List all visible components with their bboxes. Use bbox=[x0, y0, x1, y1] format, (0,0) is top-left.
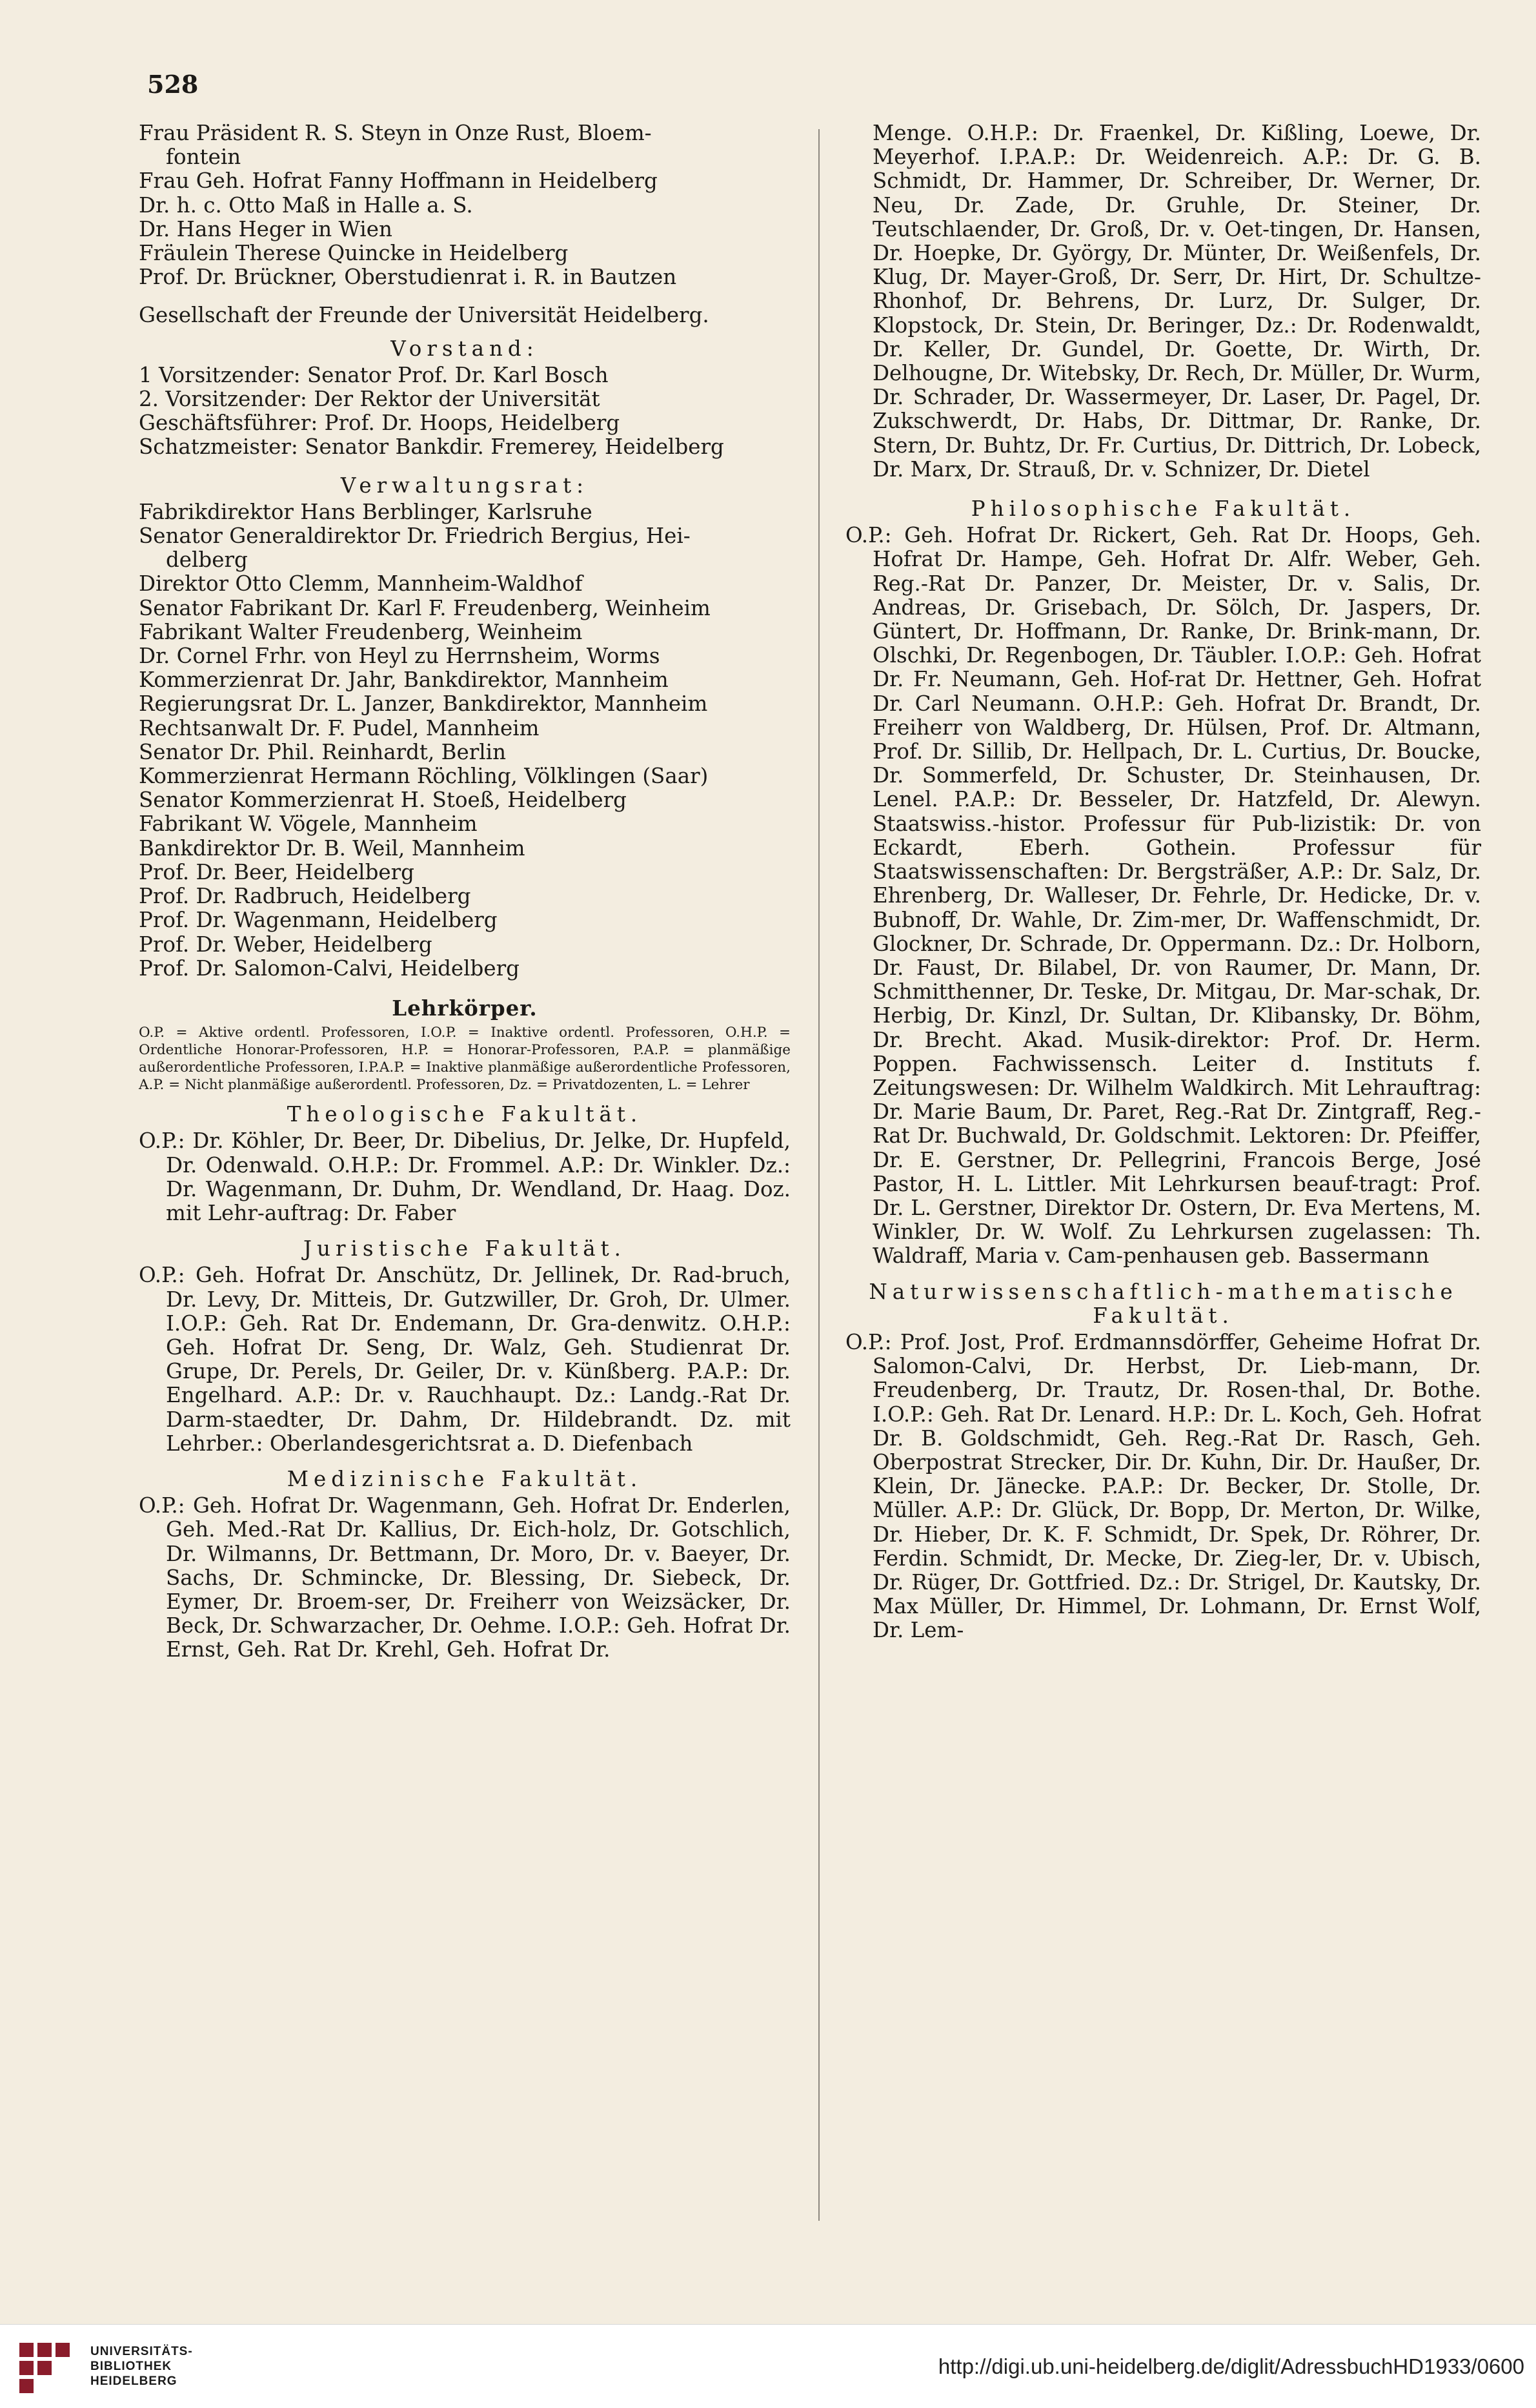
right-column bbox=[845, 121, 1481, 1643]
member-entry: Fabrikdirektor Hans Berblinger, Karlsruhe bbox=[139, 499, 592, 524]
vorstand-entry: 1 Vorsitzender: Senator Prof. Dr. Karl Bosch bbox=[139, 362, 609, 387]
law-faculty-text: O.P.: Geh. Hofrat Dr. Anschütz, Dr. Jellinek, Dr. Rad-bruch, Dr. Levy, Dr. Mitteis, Dr. Gutzwiller, Dr. Groh, Dr. Ulmer. I.O.P.: Geh. Rat Dr. Endemann, Dr. Gra-denwitz. O.H.P.: Geh. Hofrat Dr. Seng, Dr. Walz, Geh. Studienrat Dr. Grupe, Dr. Perels, Dr. Geiler, Dr. v. Künßberg. P.A.P.: Dr. Engelhard. A.P.: Dr. v. Rauchhaupt. Dz.: Landg.-Rat Dr. Darm-staedter, Dr. Dahm, Dr. Hildebrandt. Dz. mit Lehrber.: Oberlandesgerichtsrat a. D. Diefenbach bbox=[139, 1263, 791, 1456]
member-entry: Kommerzienrat Hermann Röchling, Völklingen (Saar) bbox=[139, 764, 709, 789]
left-column bbox=[139, 121, 791, 1662]
page-number: 528 bbox=[147, 70, 199, 99]
member-entry: Rechtsanwalt Dr. F. Pudel, Mannheim bbox=[139, 715, 540, 740]
vorstand-heading: Vorstand: bbox=[390, 336, 539, 361]
viewer-footer bbox=[0, 2324, 1536, 2408]
intro-line: Frau Präsident R. S. Steyn in Onze Rust, Bloem- bbox=[139, 121, 652, 145]
vorstand-entry: 2. Vorsitzender: Der Rektor der Universität bbox=[139, 387, 600, 412]
member-entry: Fabrikant Walter Freudenberg, Weinheim bbox=[139, 619, 583, 644]
member-entry: Dr. Cornel Frhr. von Heyl zu Herrnsheim, Worms bbox=[139, 644, 660, 669]
vorstand-entry: Schatzmeister: Senator Bankdir. Fremerey, Heidelberg bbox=[139, 434, 724, 460]
university-library-logo bbox=[19, 2343, 77, 2394]
member-entry: Kommerzienrat Dr. Jahr, Bankdirektor, Mannheim bbox=[139, 668, 669, 693]
science-heading: Naturwissenschaftlich-mathematische Fakultät. bbox=[869, 1279, 1458, 1328]
medicine-faculty-text: O.P.: Geh. Hofrat Dr. Wagenmann, Geh. Hofrat Dr. Enderlen, Geh. Med.-Rat Dr. Kallius, Dr. Eich-holz, Dr. Gotschlich, Dr. Wilmanns, Dr. Bettmann, Dr. Moro, Dr. v. Baeyer, Dr. Sachs, Dr. Schmincke, Dr. Blessing, Dr. Siebeck, Dr. Eymer, Dr. Broem-ser, Dr. Freiherr von Weizsäcker, Dr. Beck, Dr. Schwarzacher, Dr. Oehme. I.O.P.: Geh. Hofrat Dr. Ernst, Geh. Rat Dr. Krehl, Geh. Hofrat Dr. bbox=[139, 1493, 791, 1662]
member-entry: Fabrikant W. Vögele, Mannheim bbox=[139, 811, 478, 837]
member-entry: Bankdirektor Dr. B. Weil, Mannheim bbox=[139, 835, 525, 861]
society-title: Gesellschaft der Freunde der Universität Heidelberg. bbox=[139, 303, 709, 328]
intro-line: Dr. Hans Heger in Wien bbox=[139, 216, 392, 241]
member-entry: Prof. Dr. Radbruch, Heidelberg bbox=[139, 884, 471, 909]
lehrkoerper-heading: Lehrkörper. bbox=[392, 995, 538, 1021]
theology-faculty-text: O.P.: Dr. Köhler, Dr. Beer, Dr. Dibelius, Dr. Jelke, Dr. Hupfeld, Dr. Odenwald. O.H.P.: Dr. Frommel. A.P.: Dr. Winkler. Dz.: Dr. Wagenmann, Dr. Duhm, Dr. Wendland, Dr. Haag. Doz. mit Lehr-auftrag: Dr. Faber bbox=[139, 1128, 791, 1225]
science-faculty-text: O.P.: Prof. Jost, Prof. Erdmannsdörffer, Geheime Hofrat Dr. Salomon-Calvi, Dr. Herbst, Dr. Lieb-mann, Dr. Freudenberg, Dr. Trautz, Dr. Rosen-thal, Dr. Bothe. I.O.P.: Geh. Rat Dr. Lenard. H.P.: Dr. L. Koch, Geh. Hofrat Dr. B. Goldschmidt, Geh. Reg.-Rat Dr. Rasch, Geh. Oberpostrat Strecker, Dir. Dr. Kuhn, Dir. Dr. Haußer, Dr. Klein, Dr. Jänecke. P.A.P.: Dr. Becker, Dr. Stolle, Dr. Müller. A.P.: Dr. Glück, Dr. Bopp, Dr. Merton, Dr. Wilke, Dr. Hieber, Dr. K. F. Schmidt, Dr. Spek, Dr. Röhrer, Dr. Ferdin. Schmidt, Dr. Mecke, Dr. Zieg-ler, Dr. v. Ubisch, Dr. Rüger, Dr. Gottfried. Dz.: Dr. Strigel, Dr. Kautsky, Dr. Max Müller, Dr. Himmel, Dr. Lohmann, Dr. Ernst Wolf, Dr. Lem- bbox=[845, 1329, 1481, 1643]
member-entry: Direktor Otto Clemm, Mannheim-Waldhof bbox=[139, 571, 583, 597]
philosophy-heading: Philosophische Fakultät. bbox=[971, 496, 1356, 522]
verwaltungsrat-heading: Verwaltungsrat: bbox=[340, 473, 589, 498]
member-entry: Prof. Dr. Salomon-Calvi, Heidelberg bbox=[139, 955, 520, 981]
intro-line: fontein bbox=[166, 145, 241, 170]
vorstand-entry: Geschäftsführer: Prof. Dr. Hoops, Heidelberg bbox=[139, 411, 620, 436]
theology-heading: Theologische Fakultät. bbox=[287, 1102, 643, 1127]
law-heading: Juristische Fakultät. bbox=[303, 1236, 626, 1261]
member-entry: Prof. Dr. Weber, Heidelberg bbox=[139, 932, 432, 957]
vorstand-list bbox=[139, 363, 791, 460]
member-entry: Senator Fabrikant Dr. Karl F. Freudenberg, Weinheim bbox=[139, 595, 711, 620]
intro-line: Prof. Dr. Brückner, Oberstudienrat i. R. in Bautzen bbox=[139, 265, 677, 290]
member-entry: Senator Dr. Phil. Reinhardt, Berlin bbox=[139, 739, 507, 764]
intro-list bbox=[139, 121, 791, 289]
member-entry: Prof. Dr. Wagenmann, Heidelberg bbox=[139, 908, 498, 933]
medicine-heading: Medizinische Fakultät. bbox=[287, 1466, 643, 1491]
intro-line: Frau Geh. Hofrat Fanny Hoffmann in Heidelberg bbox=[139, 168, 658, 194]
verwaltungsrat-list bbox=[139, 500, 791, 981]
intro-line: Fräulein Therese Quincke in Heidelberg bbox=[139, 241, 569, 266]
intro-line: Dr. h. c. Otto Maß in Halle a. S. bbox=[139, 192, 473, 218]
column-divider bbox=[818, 129, 820, 2221]
library-name: UNIVERSITÄTS- BIBLIOTHEK HEIDELBERG bbox=[90, 2345, 193, 2388]
member-entry: Prof. Dr. Beer, Heidelberg bbox=[139, 859, 414, 884]
source-url-link[interactable]: http://digi.ub.uni-heidelberg.de/diglit/AdressbuchHD1933/0600 bbox=[938, 2354, 1524, 2378]
abbreviation-key: O.P. = Aktive ordentl. Professoren, I.O.P. = Inaktive ordentl. Professoren, O.H.P. = Ordentliche Honorar-Professoren, H.P. = Honorar-Professoren, P.A.P. = planmäßige außerordentliche Professoren, I.P.A.P. = Inaktive planmäßige außerordentliche Professoren, A.P. = Nicht planmäßige außerordentl. Professoren, Dz. = Privatdozenten, L. = Lehrer bbox=[139, 1025, 791, 1094]
member-entry: Regierungsrat Dr. L. Janzer, Bankdirektor, Mannheim bbox=[139, 691, 708, 717]
member-entry: Senator Generaldirektor Dr. Friedrich Bergius, Hei- bbox=[139, 524, 691, 549]
member-entry: delberg bbox=[166, 547, 248, 573]
philosophy-faculty-text: O.P.: Geh. Hofrat Dr. Rickert, Geh. Rat Dr. Hoops, Geh. Hofrat Dr. Hampe, Geh. Hofrat Dr. Alfr. Weber, Geh. Reg.-Rat Dr. Panzer, Dr. Meister, Dr. v. Salis, Dr. Andreas, Dr. Grisebach, Dr. Sölch, Dr. Jaspers, Dr. Güntert, Dr. Hoffmann, Dr. Ranke, Dr. Brink-mann, Dr. Olschki, Dr. Regenbogen, Dr. Täubler. I.O.P.: Geh. Hofrat Dr. Fr. Neumann, Geh. Hof-rat Dr. Hettner, Geh. Hofrat Dr. Carl Neumann. O.H.P.: Geh. Hofrat Dr. Brandt, Dr. Freiherr von Waldberg, Dr. Hülsen, Prof. Dr. Altmann, Prof. Dr. Sillib, Dr. Hellpach, Dr. L. Curtius, Dr. Boucke, Dr. Sommerfeld, Dr. Schuster, Dr. Steinhausen, Dr. Lenel. P.A.P.: Dr. Besseler, Dr. Hatzfeld, Dr. Alewyn. Staatswiss.-histor. Professur für Pub-lizistik: Dr. von Eckardt, Eberh. Gothein. Professur für Staatswissenschaften: Dr. Bergsträßer, A.P.: Dr. Salz, Dr. Ehrenberg, Dr. Walleser, Dr. Fehrle, Dr. Hedicke, Dr. v. Bubnoff, Dr. Wahle, Dr. Zim-mer, Dr. Waffenschmidt, Dr. Glockner, Dr. Schrade, Dr. Oppermann. Dz.: Dr. Holborn, Dr. Faust, Dr. Bilabel, Dr. von Raumer, Dr. Mann, Dr. Schmitthenner, Dr. Teske, Dr. Mitgau, Dr. Mar-schak, Dr. Herbig, Dr. Kinzl, Dr. Sultan, Dr. Klibansky, Dr. Böhm, Dr. Brecht. Akad. Musik-direktor: Prof. Dr. Herm. Poppen. Fachwissensch. Leiter d. Instituts f. Zeitungswesen: Dr. Wilhelm Waldkirch. Mit Lehrauftrag: Dr. Marie Baum, Dr. Paret, Reg.-Rat Dr. Zintgraff, Reg.-Rat Dr. Buchwald, Dr. Goldschmit. Lektoren: Dr. Pfeiffer, Dr. E. Gerstner, Dr. Pellegrini, Francois Berge, José Pastor, H. L. Littler. Mit Lehrkursen beauf-tragt: Prof. Dr. L. Gerstner, Direktor Dr. Ostern, Dr. Eva Mertens, M. Winkler, Dr. W. Wolf. Zu Lehrkursen zugelassen: Th. Waldraff, Maria v. Cam-penhausen geb. Bassermann bbox=[845, 523, 1481, 1269]
medicine-faculty-continued: Menge. O.H.P.: Dr. Fraenkel, Dr. Kißling, Loewe, Dr. Meyerhof. I.P.A.P.: Dr. Weidenreich. A.P.: Dr. G. B. Schmidt, Dr. Hammer, Dr. Schreiber, Dr. Werner, Dr. Neu, Dr. Zade, Dr. Gruhle, Dr. Steiner, Dr. Teutschlaender, Dr. Groß, Dr. v. Oet-tingen, Dr. Hansen, Dr. Hoepke, Dr. György, Dr. Münter, Dr. Weißenfels, Dr. Klug, Dr. Mayer-Groß, Dr. Serr, Dr. Hirt, Dr. Schultze-Rhonhof, Dr. Behrens, Dr. Lurz, Dr. Sulger, Dr. Klopstock, Dr. Stein, Dr. Beringer, Dz.: Dr. Rodenwaldt, Dr. Keller, Dr. Gundel, Dr. Goette, Dr. Wirth, Dr. Delhougne, Dr. Witebsky, Dr. Rech, Dr. Müller, Dr. Wurm, Dr. Schrader, Dr. Wassermeyer, Dr. Laser, Dr. Pagel, Dr. Zukschwerdt, Dr. Habs, Dr. Dittmar, Dr. Ranke, Dr. Stern, Dr. Buhtz, Dr. Fr. Curtius, Dr. Dittrich, Dr. Lobeck, Dr. Marx, Dr. Strauß, Dr. v. Schnizer, Dr. Dietel bbox=[873, 121, 1481, 482]
member-entry: Senator Kommerzienrat H. Stoeß, Heidelberg bbox=[139, 788, 627, 813]
